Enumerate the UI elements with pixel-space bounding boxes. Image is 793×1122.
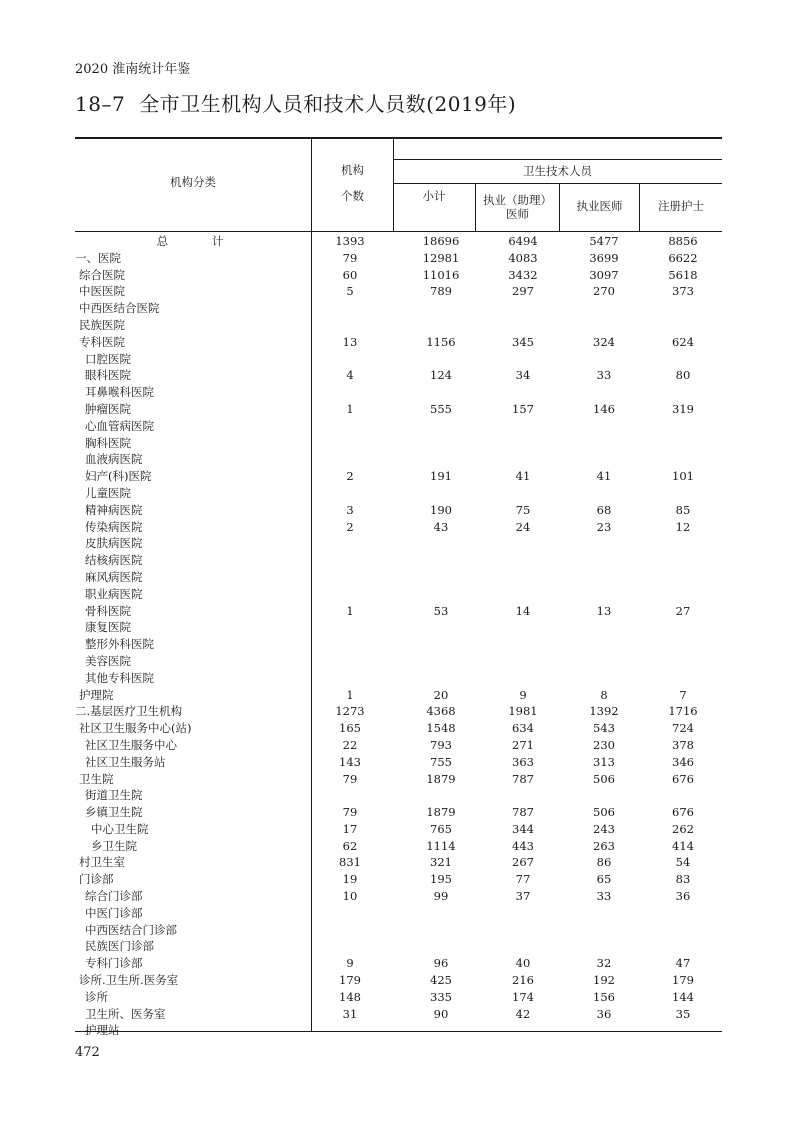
row-category: 中医门诊部 <box>85 905 143 920</box>
cell-registered-nurse: 1716 <box>668 704 698 719</box>
table-row <box>75 300 722 317</box>
table-row <box>75 922 722 939</box>
cell-institution-count: 22 <box>342 737 358 752</box>
cell-institution-count: 1273 <box>335 704 365 719</box>
header-count-line1: 机构 <box>341 163 364 177</box>
row-category: 中西医结合门诊部 <box>85 922 177 937</box>
table-row <box>75 586 722 603</box>
cell-subtotal: 53 <box>433 603 449 618</box>
cell-licensed-doctor: 33 <box>596 889 612 904</box>
cell-licensed-doctor: 263 <box>593 838 615 853</box>
cell-licensed-assistant: 3432 <box>508 267 538 282</box>
table-row <box>75 720 722 737</box>
cell-institution-count: 31 <box>342 1006 358 1021</box>
cell-institution-count: 165 <box>339 721 361 736</box>
row-category: 综合门诊部 <box>85 889 143 904</box>
table-row <box>75 636 722 653</box>
cell-licensed-doctor: 41 <box>596 469 612 484</box>
row-category: 胸科医院 <box>85 435 131 450</box>
cell-institution-count: 2 <box>346 469 354 484</box>
cell-subtotal: 793 <box>430 737 452 752</box>
cell-subtotal: 4368 <box>426 704 456 719</box>
row-category: 中心卫生院 <box>91 821 149 836</box>
cell-licensed-doctor: 324 <box>593 334 615 349</box>
row-category: 心血管病医院 <box>85 418 154 433</box>
row-category: 社区卫生服务中心(站) <box>79 721 192 736</box>
cell-licensed-doctor: 506 <box>593 805 615 820</box>
table-row <box>75 267 722 284</box>
table-row <box>75 989 722 1006</box>
cell-licensed-doctor: 68 <box>596 502 612 517</box>
cell-subtotal: 12981 <box>422 250 460 265</box>
table-row <box>75 804 722 821</box>
cell-licensed-doctor: 146 <box>593 401 615 416</box>
table-row <box>75 418 722 435</box>
cell-subtotal: 191 <box>430 469 452 484</box>
table-row <box>75 871 722 888</box>
cell-subtotal: 1114 <box>426 838 456 853</box>
row-category: 街道卫生院 <box>85 788 143 803</box>
page-number: 472 <box>75 1045 100 1060</box>
cell-licensed-doctor: 506 <box>593 771 615 786</box>
row-category: 总 计 <box>156 234 244 248</box>
cell-licensed-assistant: 41 <box>515 469 531 484</box>
cell-licensed-doctor: 86 <box>596 855 612 870</box>
row-category: 口腔医院 <box>85 351 131 366</box>
cell-registered-nurse: 83 <box>675 872 691 887</box>
cell-institution-count: 831 <box>339 855 361 870</box>
table-row <box>75 938 722 955</box>
cell-registered-nurse: 8856 <box>668 234 698 248</box>
row-category: 整形外科医院 <box>85 637 154 652</box>
cell-subtotal: 335 <box>430 989 452 1004</box>
cell-licensed-doctor: 156 <box>593 989 615 1004</box>
table-title <box>75 88 516 117</box>
header-licensed-assistant-line1: 执业（助理） <box>483 193 552 207</box>
cell-registered-nurse: 676 <box>672 771 694 786</box>
table-row <box>75 519 722 536</box>
cell-licensed-doctor: 313 <box>593 754 615 769</box>
table-number: 18–7 <box>75 92 126 116</box>
cell-subtotal: 18696 <box>422 234 460 248</box>
table-row <box>75 905 722 922</box>
cell-licensed-doctor: 230 <box>593 737 615 752</box>
header-subtotal: 小计 <box>422 189 446 203</box>
row-category: 村卫生室 <box>79 855 125 870</box>
table-row <box>75 233 722 250</box>
cell-institution-count: 1 <box>346 603 354 618</box>
cell-institution-count: 179 <box>339 973 361 988</box>
row-category: 职业病医院 <box>85 586 143 601</box>
cell-licensed-assistant: 363 <box>512 754 534 769</box>
cell-registered-nurse: 378 <box>672 737 694 752</box>
row-category: 乡卫生院 <box>91 838 137 853</box>
cell-institution-count: 60 <box>342 267 358 282</box>
table-row <box>75 670 722 687</box>
table-row <box>75 351 722 368</box>
cell-licensed-assistant: 24 <box>515 519 531 534</box>
table-row <box>75 485 722 502</box>
table-row <box>75 771 722 788</box>
cell-registered-nurse: 80 <box>675 368 691 383</box>
cell-registered-nurse: 6622 <box>668 250 698 265</box>
cell-licensed-assistant: 787 <box>512 805 534 820</box>
cell-licensed-assistant: 4083 <box>508 250 538 265</box>
cell-institution-count: 143 <box>339 754 361 769</box>
row-category: 眼科医院 <box>85 368 131 383</box>
cell-institution-count: 62 <box>342 838 358 853</box>
cell-institution-count: 13 <box>342 334 358 349</box>
cell-subtotal: 99 <box>433 889 449 904</box>
row-category: 专科门诊部 <box>85 956 143 971</box>
cell-subtotal: 1548 <box>426 721 456 736</box>
cell-registered-nurse: 35 <box>675 1006 691 1021</box>
cell-registered-nurse: 262 <box>672 821 694 836</box>
cell-registered-nurse: 54 <box>675 855 691 870</box>
cell-licensed-assistant: 271 <box>512 737 534 752</box>
row-category: 肿瘤医院 <box>85 401 131 416</box>
cell-licensed-doctor: 1392 <box>589 704 619 719</box>
row-category: 结核病医院 <box>85 553 143 568</box>
table-row <box>75 283 722 300</box>
table-row <box>75 451 722 468</box>
cell-subtotal: 755 <box>430 754 452 769</box>
header-group: 卫生技术人员 <box>523 164 592 178</box>
row-category: 卫生院 <box>79 771 114 786</box>
cell-licensed-assistant: 6494 <box>508 234 538 248</box>
row-category: 中医医院 <box>79 284 125 299</box>
row-category: 皮肤病医院 <box>85 536 143 551</box>
cell-registered-nurse: 12 <box>675 519 691 534</box>
cell-institution-count: 10 <box>342 889 358 904</box>
header-category: 机构分类 <box>170 175 216 189</box>
table-body <box>75 233 722 1039</box>
cell-licensed-doctor: 270 <box>593 284 615 299</box>
cell-registered-nurse: 414 <box>672 838 694 853</box>
table-row <box>75 401 722 418</box>
cell-licensed-assistant: 77 <box>515 872 531 887</box>
cell-licensed-doctor: 65 <box>596 872 612 887</box>
cell-institution-count: 1 <box>346 687 354 702</box>
cell-licensed-doctor: 8 <box>600 687 608 702</box>
header-licensed-assistant-line2: 医师 <box>506 207 529 221</box>
group-top-rule <box>393 159 722 160</box>
cell-institution-count: 1 <box>346 401 354 416</box>
cell-institution-count: 148 <box>339 989 361 1004</box>
row-category: 传染病医院 <box>85 519 143 534</box>
cell-licensed-assistant: 634 <box>512 721 534 736</box>
cell-institution-count: 79 <box>342 771 358 786</box>
cell-subtotal: 1879 <box>426 771 456 786</box>
table-row <box>75 821 722 838</box>
row-category: 二.基层医疗卫生机构 <box>75 704 183 719</box>
cell-institution-count: 3 <box>346 502 354 517</box>
cell-licensed-assistant: 9 <box>519 687 527 702</box>
row-category: 骨科医院 <box>85 603 131 618</box>
cell-licensed-assistant: 14 <box>515 603 531 618</box>
row-category: 康复医院 <box>85 620 131 635</box>
cell-registered-nurse: 5618 <box>668 267 698 282</box>
row-category: 麻风病医院 <box>85 569 143 584</box>
cell-registered-nurse: 85 <box>675 502 691 517</box>
cell-institution-count: 9 <box>346 956 354 971</box>
cell-subtotal: 20 <box>433 687 449 702</box>
cell-licensed-assistant: 443 <box>512 838 534 853</box>
table-row <box>75 384 722 401</box>
header-licensed-doctor: 执业医师 <box>576 199 623 213</box>
cell-institution-count: 1393 <box>335 234 365 248</box>
table-row <box>75 754 722 771</box>
cell-subtotal: 96 <box>433 956 449 971</box>
table-row <box>75 888 722 905</box>
table-row <box>75 972 722 989</box>
cell-licensed-doctor: 23 <box>596 519 612 534</box>
row-category: 门诊部 <box>79 872 114 887</box>
cell-subtotal: 1879 <box>426 805 456 820</box>
cell-institution-count: 79 <box>342 250 358 265</box>
cell-licensed-assistant: 40 <box>515 956 531 971</box>
header-count-line2: 个数 <box>341 189 364 203</box>
group-bottom-rule <box>393 183 722 184</box>
cell-registered-nurse: 27 <box>675 603 691 618</box>
row-category: 诊所.卫生所.医务室 <box>79 973 179 988</box>
column-divider-count <box>393 137 394 232</box>
cell-licensed-assistant: 34 <box>515 368 531 383</box>
table-row <box>75 468 722 485</box>
cell-subtotal: 555 <box>430 401 452 416</box>
table-row <box>75 334 722 351</box>
row-category: 一、医院 <box>75 250 121 265</box>
cell-licensed-assistant: 267 <box>512 855 534 870</box>
cell-licensed-doctor: 3097 <box>589 267 619 282</box>
table-row <box>75 502 722 519</box>
table-row <box>75 955 722 972</box>
cell-licensed-assistant: 345 <box>512 334 534 349</box>
table-row <box>75 603 722 620</box>
cell-subtotal: 90 <box>433 1006 449 1021</box>
table-row <box>75 569 722 586</box>
table-row <box>75 687 722 704</box>
cell-registered-nurse: 676 <box>672 805 694 820</box>
cell-subtotal: 43 <box>433 519 449 534</box>
cell-licensed-assistant: 1981 <box>508 704 538 719</box>
table-row <box>75 854 722 871</box>
table-row <box>75 619 722 636</box>
table-row <box>75 787 722 804</box>
cell-registered-nurse: 319 <box>672 401 694 416</box>
cell-subtotal: 190 <box>430 502 452 517</box>
row-category: 妇产(科)医院 <box>85 469 152 484</box>
table-row <box>75 1006 722 1023</box>
cell-licensed-assistant: 344 <box>512 821 534 836</box>
header-bottom-rule <box>75 231 722 232</box>
cell-licensed-assistant: 297 <box>512 284 534 299</box>
cell-licensed-doctor: 543 <box>593 721 615 736</box>
row-category: 中西医结合医院 <box>79 301 160 316</box>
row-category: 民族医门诊部 <box>85 939 154 954</box>
cell-registered-nurse: 47 <box>675 956 691 971</box>
cell-licensed-assistant: 37 <box>515 889 531 904</box>
cell-licensed-doctor: 192 <box>593 973 615 988</box>
row-category: 诊所 <box>85 989 108 1004</box>
table-row <box>75 838 722 855</box>
cell-registered-nurse: 373 <box>672 284 694 299</box>
cell-subtotal: 765 <box>430 821 452 836</box>
row-category: 血液病医院 <box>85 452 143 467</box>
row-category: 儿童医院 <box>85 485 131 500</box>
table-row <box>75 653 722 670</box>
table-row <box>75 435 722 452</box>
cell-subtotal: 321 <box>430 855 452 870</box>
row-category: 专科医院 <box>79 334 125 349</box>
cell-licensed-assistant: 174 <box>512 989 534 1004</box>
cell-subtotal: 195 <box>430 872 452 887</box>
cell-licensed-assistant: 42 <box>515 1006 531 1021</box>
row-category: 综合医院 <box>79 267 125 282</box>
table-row <box>75 703 722 720</box>
row-category: 精神病医院 <box>85 502 143 517</box>
cell-licensed-doctor: 33 <box>596 368 612 383</box>
cell-institution-count: 4 <box>346 368 354 383</box>
cell-licensed-assistant: 216 <box>512 973 534 988</box>
cell-subtotal: 425 <box>430 973 452 988</box>
table-row <box>75 552 722 569</box>
statistics-table <box>75 137 722 1038</box>
row-category: 社区卫生服务中心 <box>85 737 177 752</box>
table-row <box>75 367 722 384</box>
cell-licensed-doctor: 32 <box>596 956 612 971</box>
row-category: 民族医院 <box>79 317 125 332</box>
running-head: 2020 淮南统计年鉴 <box>75 62 191 77</box>
top-rule <box>75 137 722 139</box>
cell-registered-nurse: 36 <box>675 889 691 904</box>
cell-institution-count: 17 <box>342 821 358 836</box>
cell-registered-nurse: 144 <box>672 989 694 1004</box>
cell-registered-nurse: 724 <box>672 721 694 736</box>
header-registered-nurse: 注册护士 <box>658 199 704 213</box>
cell-registered-nurse: 7 <box>679 687 687 702</box>
row-category: 其他专科医院 <box>85 670 154 685</box>
row-category: 美容医院 <box>85 653 131 668</box>
table-row <box>75 250 722 267</box>
cell-registered-nurse: 101 <box>672 469 694 484</box>
cell-subtotal: 11016 <box>422 267 460 282</box>
cell-institution-count: 79 <box>342 805 358 820</box>
cell-licensed-assistant: 787 <box>512 771 534 786</box>
cell-registered-nurse: 624 <box>672 334 694 349</box>
cell-subtotal: 789 <box>430 284 452 299</box>
cell-institution-count: 5 <box>346 284 354 299</box>
row-category: 耳鼻喉科医院 <box>85 385 154 400</box>
cell-licensed-doctor: 13 <box>596 603 612 618</box>
cell-institution-count: 19 <box>342 872 358 887</box>
cell-licensed-doctor: 3699 <box>589 250 619 265</box>
cell-licensed-assistant: 75 <box>515 502 531 517</box>
cell-registered-nurse: 346 <box>672 754 694 769</box>
row-category: 护理院 <box>79 687 114 702</box>
row-category: 乡镇卫生院 <box>85 805 143 820</box>
cell-licensed-doctor: 243 <box>593 821 615 836</box>
cell-licensed-doctor: 5477 <box>589 234 619 248</box>
cell-institution-count: 2 <box>346 519 354 534</box>
table-title-text: 全市卫生机构人员和技术人员数(2019年) <box>139 92 517 116</box>
cell-subtotal: 1156 <box>426 334 456 349</box>
row-category: 卫生所、医务室 <box>85 1006 166 1021</box>
row-category: 社区卫生服务站 <box>85 754 166 769</box>
table-row <box>75 737 722 754</box>
cell-subtotal: 124 <box>430 368 452 383</box>
table-row <box>75 535 722 552</box>
cell-registered-nurse: 179 <box>672 973 694 988</box>
cell-licensed-assistant: 157 <box>512 401 534 416</box>
table-row <box>75 317 722 334</box>
row-category: 护理站 <box>85 1023 120 1038</box>
table-row <box>75 1022 722 1039</box>
cell-licensed-doctor: 36 <box>596 1006 612 1021</box>
